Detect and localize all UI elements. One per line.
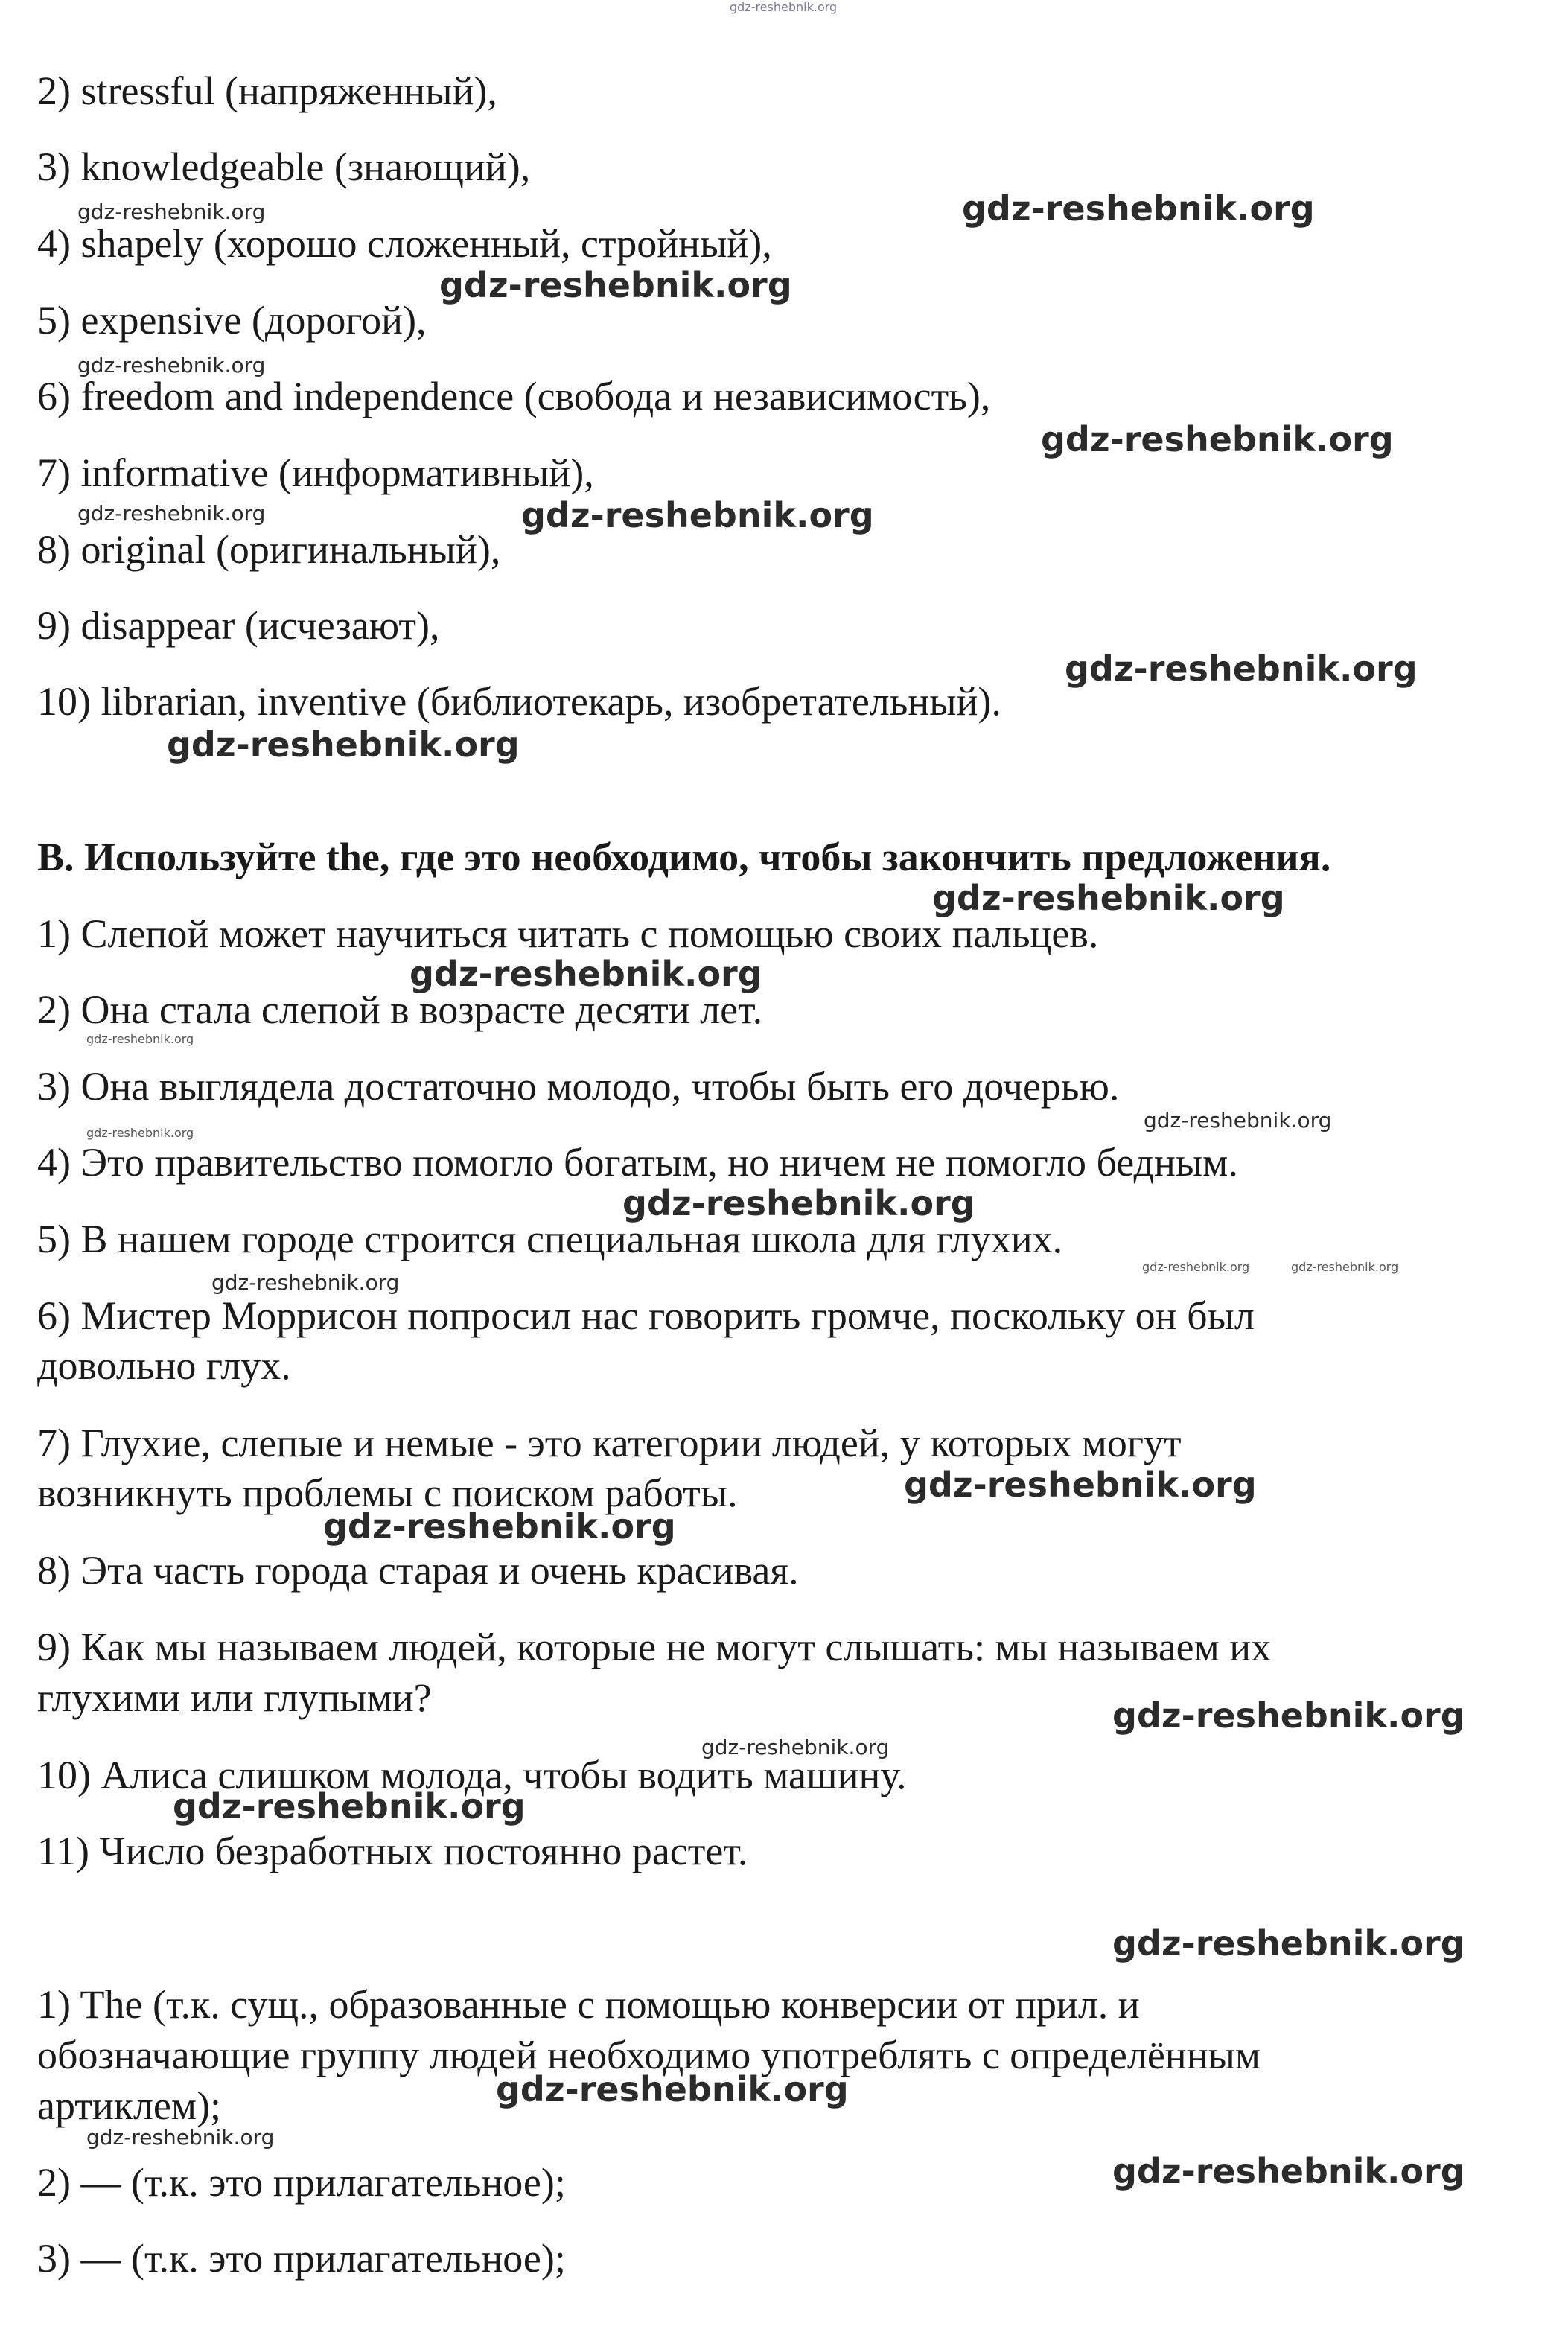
watermark-large: gdz-reshebnik.org: [932, 878, 1285, 918]
sentence: 10) Алиса слишком молода, чтобы водить машину.: [37, 1753, 907, 1797]
vocab-answer: 6) freedom and independence (свобода и независимость),: [37, 374, 991, 418]
sentence: 1) Слепой может научиться читать с помощью своих пальцев.: [37, 911, 1099, 956]
watermark-small: gdz-reshebnik.org: [77, 353, 266, 378]
watermark-small: gdz-reshebnik.org: [701, 1735, 890, 1759]
watermark-large: gdz-reshebnik.org: [409, 954, 762, 994]
watermark-large: gdz-reshebnik.org: [1041, 419, 1394, 459]
vocab-answer: 8) original (оригинальный),: [37, 527, 501, 572]
sentence-continuation: возникнуть проблемы с поиском работы.: [37, 1471, 738, 1515]
watermark-large: gdz-reshebnik.org: [167, 724, 520, 765]
watermark-large: gdz-reshebnik.org: [904, 1465, 1257, 1505]
sentence: 9) Как мы называем людей, которые не могут слышать: мы называем их: [37, 1625, 1272, 1669]
watermark-large: gdz-reshebnik.org: [323, 1506, 676, 1547]
vocab-answer: 2) stressful (напряженный),: [37, 69, 497, 113]
section-b-heading: B. Используйте the, где это необходимо, чтобы закончить предложения.: [37, 835, 1331, 879]
vocab-answer: 4) shapely (хорошо сложенный, стройный),: [37, 221, 772, 266]
vocab-answer: 10) librarian, inventive (библиотекарь, изобретательный).: [37, 679, 1001, 724]
watermark-large: gdz-reshebnik.org: [439, 265, 792, 305]
watermark-large: gdz-reshebnik.org: [496, 2069, 849, 2109]
watermark-small: gdz-reshebnik.org: [1144, 1108, 1332, 1133]
watermark-tiny: gdz-reshebnik.org: [86, 1126, 194, 1140]
answer: 1) The (т.к. сущ., образованные с помощью конверсии от прил. и: [37, 1982, 1140, 2027]
sentence: 7) Глухие, слепые и немые - это категории людей, у которых могут: [37, 1421, 1182, 1465]
watermark-large: gdz-reshebnik.org: [1112, 1695, 1465, 1736]
watermark-top: gdz-reshebnik.org: [730, 0, 838, 14]
watermark-large: gdz-reshebnik.org: [1112, 1923, 1465, 1963]
sentence: 8) Эта часть города старая и очень красивая.: [37, 1548, 799, 1593]
watermark-large: gdz-reshebnik.org: [622, 1183, 975, 1223]
sentence: 5) В нашем городе строится специальная школа для глухих.: [37, 1217, 1063, 1261]
sentence: 6) Мистер Моррисон попросил нас говорить громче, поскольку он был: [37, 1293, 1255, 1338]
sentence: 11) Число безработных постоянно растет.: [37, 1829, 748, 1873]
watermark-small: gdz-reshebnik.org: [77, 501, 266, 526]
vocab-answer: 5) expensive (дорогой),: [37, 298, 427, 343]
vocab-answer: 7) informative (информативный),: [37, 450, 594, 495]
answer-continuation: артиклем);: [37, 2083, 222, 2128]
watermark-large: gdz-reshebnik.org: [1112, 2151, 1465, 2191]
watermark-small: gdz-reshebnik.org: [77, 200, 266, 224]
watermark-large: gdz-reshebnik.org: [521, 495, 874, 535]
answer-continuation: обозначающие группу людей необходимо употреблять с определённым: [37, 2033, 1261, 2077]
vocab-answer: 3) knowledgeable (знающий),: [37, 144, 531, 189]
answer: 3) — (т.к. это прилагательное);: [37, 2236, 566, 2281]
sentence-continuation: довольно глух.: [37, 1343, 291, 1388]
sentence: 3) Она выглядела достаточно молодо, чтобы быть его дочерью.: [37, 1064, 1120, 1109]
watermark-large: gdz-reshebnik.org: [962, 188, 1315, 229]
watermark-tiny: gdz-reshebnik.org: [1142, 1260, 1250, 1274]
watermark-large: gdz-reshebnik.org: [173, 1786, 526, 1826]
sentence-continuation: глухими или глупыми?: [37, 1675, 432, 1720]
watermark-small: gdz-reshebnik.org: [86, 2125, 275, 2150]
watermark-tiny: gdz-reshebnik.org: [86, 1032, 194, 1046]
vocab-answer: 9) disappear (исчезают),: [37, 603, 440, 648]
answer: 2) — (т.к. это прилагательное);: [37, 2160, 566, 2205]
sentence: 4) Это правительство помогло богатым, но ничем не помогло бедным.: [37, 1140, 1238, 1185]
watermark-tiny: gdz-reshebnik.org: [1291, 1260, 1399, 1274]
watermark-large: gdz-reshebnik.org: [1065, 649, 1418, 689]
watermark-small: gdz-reshebnik.org: [211, 1270, 400, 1295]
sentence: 2) Она стала слепой в возрасте десяти лет.: [37, 987, 763, 1032]
